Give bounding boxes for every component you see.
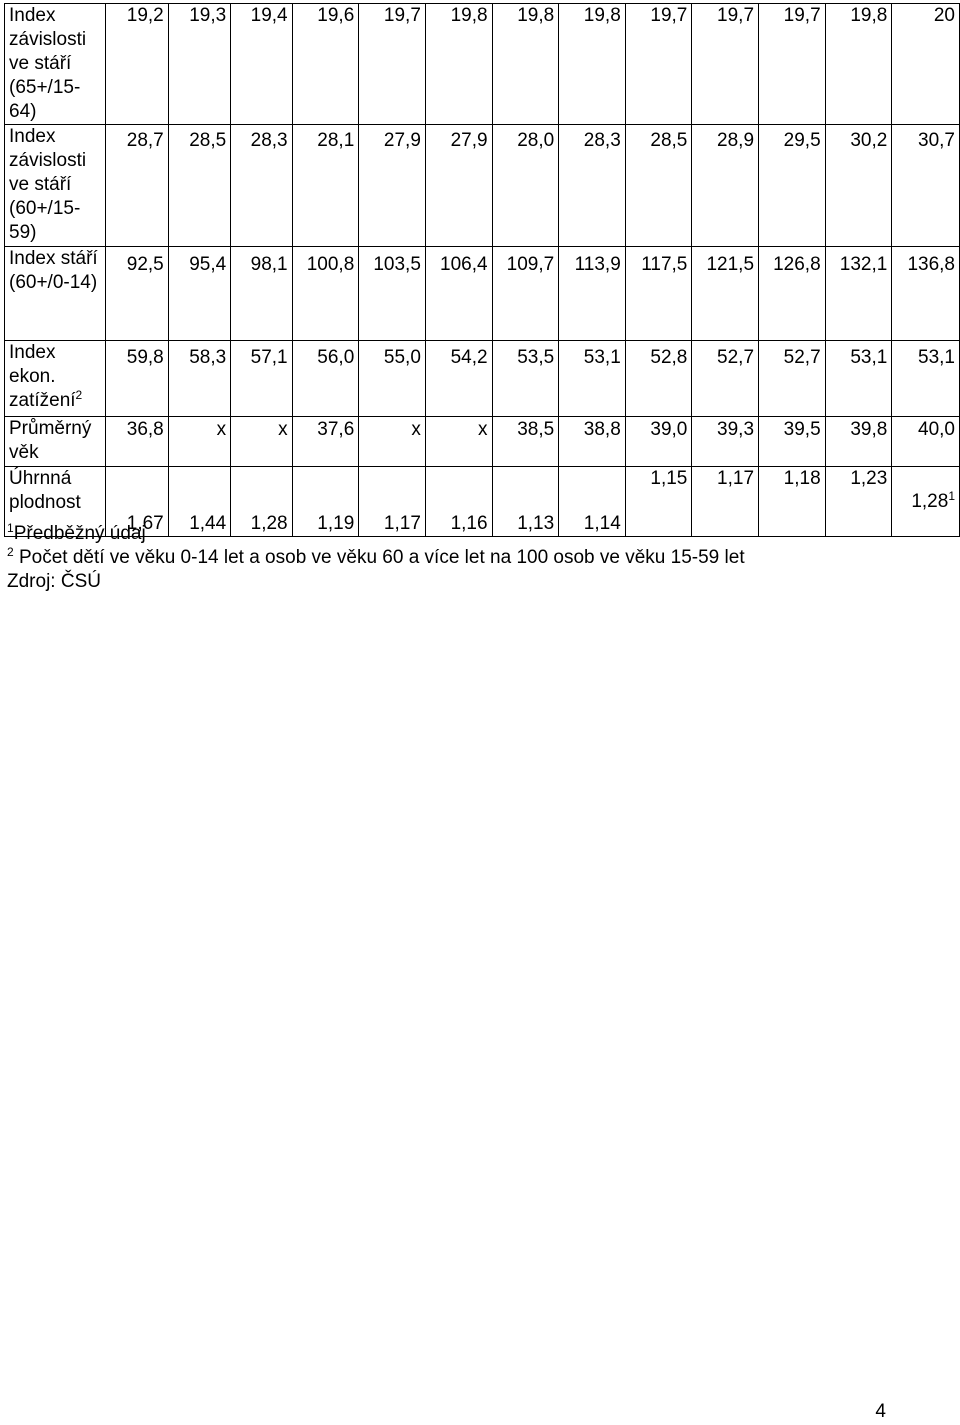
- row-label-text: Index stáří (60+/0-14): [9, 248, 98, 293]
- table-cell: [892, 341, 960, 417]
- cell-value: 39,0: [650, 419, 688, 440]
- table-cell: [231, 341, 292, 417]
- table-cell: [825, 247, 892, 341]
- cell-value: 52,8: [650, 347, 688, 368]
- cell-value: 52,7: [717, 347, 755, 368]
- table-cell: [106, 4, 168, 125]
- cell-value: 136,8: [907, 254, 955, 275]
- table-cell: [425, 4, 492, 125]
- cell-value: 19,8: [583, 5, 621, 26]
- footnote-marker: 1: [948, 488, 955, 503]
- table-cell: [692, 4, 759, 125]
- table-cell: [892, 467, 960, 537]
- cell-value: x: [216, 419, 227, 440]
- cell-value: 117,5: [641, 254, 688, 275]
- page-number: 4: [875, 1401, 886, 1422]
- table-cell: [492, 417, 559, 467]
- cell-value: 1,18: [783, 468, 821, 489]
- table-cell: [231, 4, 292, 125]
- table-cell: [425, 417, 492, 467]
- row-label-text: Index závislosti ve stáří (60+/15-59): [9, 126, 87, 243]
- cell-value: 19,6: [317, 5, 355, 26]
- table-cell: [292, 417, 359, 467]
- cell-value: 92,5: [126, 254, 164, 275]
- cell-value: 98,1: [250, 254, 288, 275]
- cell-value: 55,0: [383, 347, 421, 368]
- table-cell: [759, 4, 826, 125]
- table-cell: [625, 417, 692, 467]
- cell-value: 20: [933, 5, 955, 26]
- table-cell: [168, 247, 230, 341]
- cell-value: 28,5: [650, 130, 688, 151]
- source-note: Zdroj: ČSÚ: [7, 571, 101, 592]
- table-cell: [825, 417, 892, 467]
- table-cell: [492, 125, 559, 247]
- table-cell: [559, 341, 626, 417]
- table-cell: [359, 417, 426, 467]
- table-cell: [892, 417, 960, 467]
- table-cell: [106, 125, 168, 247]
- row-label-text: Úhrnná plodnost: [9, 468, 81, 513]
- footnote-2-text: Počet dětí ve věku 0-14 let a osob ve věku 60 a více let na 100 osob ve věku 15-59 let: [18, 547, 745, 568]
- cell-value: 39,3: [717, 419, 755, 440]
- table-cell: [425, 125, 492, 247]
- cell-value: 53,5: [517, 347, 555, 368]
- cell-value: 53,1: [918, 347, 955, 368]
- row-label: [5, 4, 106, 125]
- cell-value: 1,28: [250, 513, 288, 534]
- table-cell: [106, 341, 168, 417]
- cell-value: 19,7: [717, 5, 755, 26]
- cell-value: 1,16: [450, 513, 488, 534]
- cell-value: 58,3: [189, 347, 227, 368]
- cell-value: 28,9: [717, 130, 755, 151]
- cell-value: 19,3: [189, 5, 227, 26]
- row-label: [5, 341, 106, 417]
- cell-value: 53,1: [583, 347, 621, 368]
- footnote-2: [7, 546, 745, 570]
- table-cell: [231, 417, 292, 467]
- cell-value: 28,5: [189, 130, 227, 151]
- cell-value: 1,15: [650, 468, 688, 489]
- cell-value: 40,0: [918, 419, 955, 440]
- table-cell: [231, 125, 292, 247]
- cell-value: 1,19: [317, 513, 355, 534]
- cell-value: 28,3: [250, 130, 288, 151]
- table-cell: [492, 247, 559, 341]
- cell-value: 113,9: [574, 254, 621, 275]
- table-cell: [692, 341, 759, 417]
- cell-value: 126,8: [773, 254, 821, 275]
- cell-value: 39,5: [783, 419, 821, 440]
- footnotes: [7, 522, 745, 594]
- cell-value: 1,14: [583, 513, 621, 534]
- table-cell: [559, 417, 626, 467]
- table-cell: [492, 4, 559, 125]
- table-cell: [625, 247, 692, 341]
- table-row: [5, 247, 960, 341]
- table-row: [5, 125, 960, 247]
- cell-value: 19,8: [850, 5, 888, 26]
- table-cell: [492, 341, 559, 417]
- table-cell: [759, 467, 826, 537]
- cell-value: 1,28: [911, 490, 949, 512]
- cell-value: 1,44: [189, 513, 227, 534]
- cell-value: 95,4: [189, 254, 227, 275]
- table-cell: [759, 247, 826, 341]
- table-cell: [292, 341, 359, 417]
- cell-value: 38,5: [517, 419, 555, 440]
- cell-value: 27,9: [383, 130, 421, 151]
- cell-value: 109,7: [506, 254, 555, 275]
- cell-value: 28,7: [126, 130, 164, 151]
- table-cell: [759, 125, 826, 247]
- table-cell: [559, 125, 626, 247]
- cell-value: 19,2: [126, 5, 164, 26]
- cell-value: 106,4: [440, 254, 488, 275]
- table-cell: [759, 417, 826, 467]
- table-cell: [892, 125, 960, 247]
- table-row: [5, 341, 960, 417]
- row-label: [5, 125, 106, 247]
- table-cell: [168, 125, 230, 247]
- table-cell: [692, 247, 759, 341]
- table-cell: [559, 247, 626, 341]
- cell-value: 1,23: [850, 468, 888, 489]
- cell-value: 54,2: [450, 347, 488, 368]
- footnote-2-marker: 2: [7, 545, 14, 559]
- cell-value: 19,7: [383, 5, 421, 26]
- cell-value: 28,3: [583, 130, 621, 151]
- table-cell: [759, 341, 826, 417]
- cell-value: 59,8: [126, 347, 164, 368]
- cell-value: x: [278, 419, 288, 440]
- cell-value: 57,1: [250, 347, 288, 368]
- cell-value: 30,7: [918, 130, 955, 151]
- table-row: [5, 417, 960, 467]
- table-cell: [292, 125, 359, 247]
- table-cell: [292, 4, 359, 125]
- table-cell: [359, 247, 426, 341]
- table-cell: [692, 417, 759, 467]
- table-cell: [168, 341, 230, 417]
- row-label-text: Průměrný věk: [9, 418, 92, 463]
- footnote-1: [7, 522, 745, 546]
- row-label: [5, 247, 106, 341]
- table-cell: [892, 247, 960, 341]
- table-cell: [892, 4, 960, 125]
- cell-value: 19,4: [250, 5, 288, 26]
- table-cell: [625, 4, 692, 125]
- table-cell: [359, 4, 426, 125]
- cell-value: 132,1: [839, 254, 888, 275]
- cell-value: 39,8: [850, 419, 888, 440]
- table-cell: [168, 417, 230, 467]
- table-row: [5, 4, 960, 125]
- cell-value: 103,5: [373, 254, 421, 275]
- cell-value: 36,8: [126, 419, 164, 440]
- row-label: [5, 417, 106, 467]
- table-cell: [106, 247, 168, 341]
- table-cell: [625, 125, 692, 247]
- table-cell: [168, 4, 230, 125]
- cell-value: 1,17: [383, 513, 421, 534]
- table-cell: [231, 247, 292, 341]
- table-cell: [359, 125, 426, 247]
- footnote-1-marker: 1: [7, 521, 14, 535]
- cell-value: 121,5: [706, 254, 755, 275]
- table-cell: [825, 125, 892, 247]
- footnote-1-text: Předběžný údaj: [13, 523, 146, 544]
- cell-value: 1,67: [126, 513, 164, 534]
- cell-value: 1,13: [517, 513, 555, 534]
- cell-value: x: [478, 419, 488, 440]
- cell-value: 19,7: [783, 5, 821, 26]
- cell-value: 28,1: [317, 130, 355, 151]
- cell-value: 37,6: [317, 419, 355, 440]
- table-cell: [106, 417, 168, 467]
- cell-value: 30,2: [850, 130, 888, 151]
- footnote-marker: 2: [75, 388, 83, 402]
- cell-value: 56,0: [317, 347, 355, 368]
- table-cell: [559, 4, 626, 125]
- cell-value: 100,8: [306, 254, 355, 275]
- table-cell: [625, 341, 692, 417]
- table-cell: [825, 467, 892, 537]
- table-cell: [425, 247, 492, 341]
- statistics-table: [4, 3, 960, 537]
- cell-value: x: [411, 419, 421, 440]
- cell-value: 27,9: [450, 130, 488, 151]
- cell-value: 38,8: [583, 419, 621, 440]
- cell-value: 29,5: [783, 130, 821, 151]
- table-cell: [292, 247, 359, 341]
- row-label-text: Index ekon. zatížení: [9, 342, 76, 411]
- cell-value: 1,17: [717, 468, 755, 489]
- cell-value: 19,7: [650, 5, 688, 26]
- row-label-text: Index závislosti ve stáří (65+/15-64): [9, 5, 87, 122]
- table-cell: [692, 125, 759, 247]
- table-cell: [825, 341, 892, 417]
- cell-value: 19,8: [450, 5, 488, 26]
- cell-value: 52,7: [783, 347, 821, 368]
- cell-value: 53,1: [850, 347, 888, 368]
- table-cell: [825, 4, 892, 125]
- cell-value: 19,8: [517, 5, 555, 26]
- table-cell: [359, 341, 426, 417]
- cell-value: 28,0: [517, 130, 555, 151]
- table-cell: [425, 341, 492, 417]
